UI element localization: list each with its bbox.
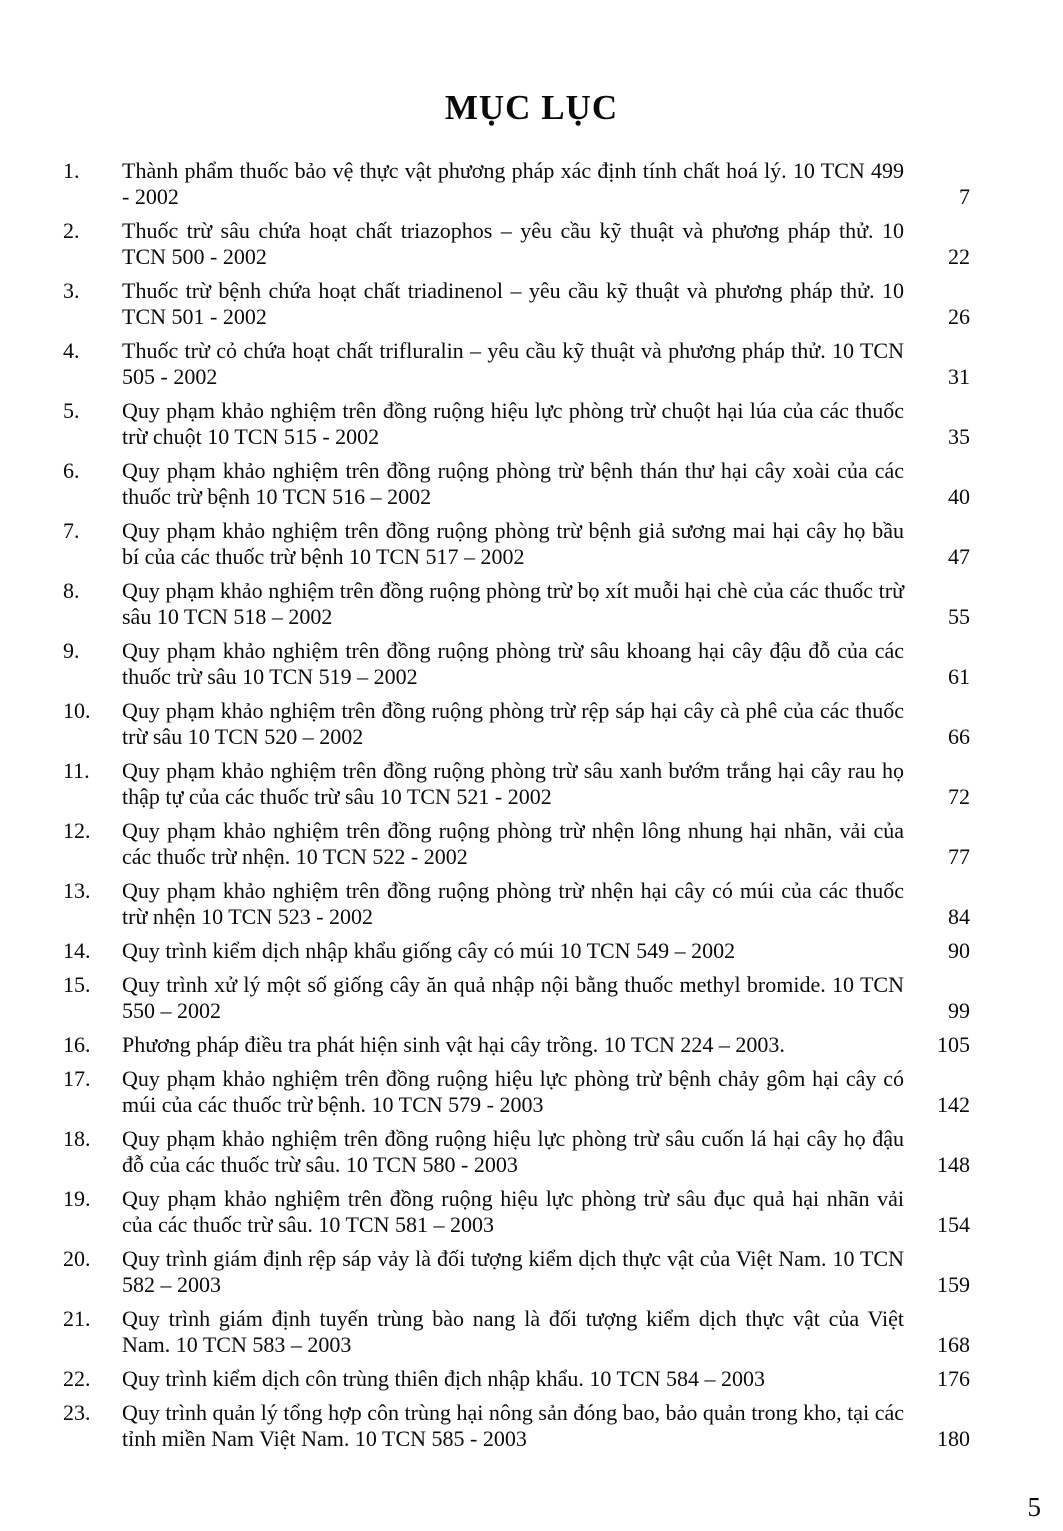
entry-title: Quy trình giám định rệp sáp vảy là đối tượng kiểm dịch thực vật của Việt Nam. 10 TCN 582 – 2003	[122, 1246, 904, 1297]
entry-title: Quy trình xử lý một số giống cây ăn quả nhập nội bằng thuốc methyl bromide. 10 TCN 550 – 2002	[122, 972, 904, 1023]
toc-entry	[63, 218, 970, 270]
toc-entry	[63, 278, 970, 330]
entry-title: Quy phạm khảo nghiệm trên đồng ruộng hiệu lực phòng trừ sâu cuốn lá hại cây họ đậu đỗ của các thuốc trừ sâu. 10 TCN 580 - 2003	[122, 1126, 904, 1177]
entry-title: Thành phẩm thuốc bảo vệ thực vật phương pháp xác định tính chất hoá lý. 10 TCN 499 - 2002	[122, 158, 904, 209]
entry-number: 10.	[63, 698, 91, 723]
folio-page-number: 5	[1027, 1492, 1041, 1522]
toc-entry	[63, 458, 970, 510]
entry-title: Phương pháp điều tra phát hiện sinh vật hại cây trồng. 10 TCN 224 – 2003.	[122, 1032, 785, 1057]
toc-entry	[63, 518, 970, 570]
entry-page-number: 22	[948, 244, 970, 269]
entry-page-number: 159	[937, 1272, 970, 1297]
entry-page-number: 31	[948, 364, 970, 389]
toc-entry	[63, 878, 970, 930]
entry-number: 8.	[63, 578, 80, 603]
toc-entry	[63, 1400, 970, 1452]
entry-number: 6.	[63, 458, 80, 483]
toc-entry	[63, 972, 970, 1024]
entry-page-number: 142	[937, 1092, 970, 1117]
entry-page-number: 7	[959, 184, 970, 209]
entry-title: Quy phạm khảo nghiệm trên đồng ruộng phòng trừ bệnh thán thư hại cây xoài của các thuốc trừ bệnh 10 TCN 516 – 2002	[122, 458, 904, 509]
toc-entry	[63, 1066, 970, 1118]
entry-number: 3.	[63, 278, 80, 303]
entry-number: 21.	[63, 1306, 91, 1331]
page-title: MỤC LỤC	[444, 88, 619, 127]
entry-title: Quy trình kiểm dịch côn trùng thiên địch nhập khẩu. 10 TCN 584 – 2003	[122, 1366, 766, 1391]
entry-page-number: 105	[937, 1032, 970, 1057]
toc-entry	[63, 578, 970, 630]
entry-title: Thuốc trừ sâu chứa hoạt chất triazophos – yêu cầu kỹ thuật và phương pháp thử. 10 TCN 500 - 2002	[122, 218, 904, 269]
entry-number: 15.	[63, 972, 91, 997]
entry-number: 12.	[63, 818, 91, 843]
entry-title: Quy trình quản lý tổng hợp côn trùng hại nông sản đóng bao, bảo quản trong kho, tại các tỉnh miền Nam Việt Nam. 10 TCN 585 - 2003	[122, 1400, 904, 1451]
entry-title: Quy phạm khảo nghiệm trên đồng ruộng phòng trừ sâu xanh bướm trắng hại cây rau họ thập tự của các thuốc trừ sâu 10 TCN 521 - 2002	[122, 758, 904, 809]
toc-entry	[63, 1032, 970, 1058]
entry-title: Thuốc trừ cỏ chứa hoạt chất trifluralin – yêu cầu kỹ thuật và phương pháp thử. 10 TCN 505 - 2002	[122, 338, 904, 389]
entry-title: Quy phạm khảo nghiệm trên đồng ruộng hiệu lực phòng trừ bệnh chảy gôm hại cây có múi của các thuốc trừ bệnh. 10 TCN 579 - 2003	[122, 1066, 904, 1117]
toc-entry	[63, 338, 970, 390]
toc-entry	[63, 1306, 970, 1358]
entry-number: 17.	[63, 1066, 91, 1091]
entry-page-number: 154	[937, 1212, 970, 1237]
entry-page-number: 99	[948, 998, 970, 1023]
entry-title: Quy phạm khảo nghiệm trên đồng ruộng phòng trừ bọ xít muỗi hại chè của các thuốc trừ sâu 10 TCN 518 – 2002	[122, 578, 904, 629]
entry-page-number: 180	[937, 1426, 970, 1451]
entry-number: 1.	[63, 158, 80, 183]
entry-number: 23.	[63, 1400, 91, 1425]
entry-number: 16.	[63, 1032, 91, 1057]
entry-page-number: 66	[948, 724, 970, 749]
entry-number: 9.	[63, 638, 80, 663]
entry-title: Quy phạm khảo nghiệm trên đồng ruộng phòng trừ nhện lông nhung hại nhãn, vải của các thuốc trừ nhện. 10 TCN 522 - 2002	[122, 818, 904, 869]
entry-page-number: 77	[948, 844, 970, 869]
entry-page-number: 148	[937, 1152, 970, 1177]
entry-number: 13.	[63, 878, 91, 903]
entry-page-number: 47	[948, 544, 970, 569]
toc-entry	[63, 1246, 970, 1298]
entry-title: Quy phạm khảo nghiệm trên đồng ruộng hiệu lực phòng trừ chuột hại lúa của các thuốc trừ chuột 10 TCN 515 - 2002	[122, 398, 904, 449]
entry-title: Quy phạm khảo nghiệm trên đồng ruộng phòng trừ rệp sáp hại cây cà phê của các thuốc trừ sâu 10 TCN 520 – 2002	[122, 698, 904, 749]
entry-number: 20.	[63, 1246, 91, 1271]
entry-page-number: 176	[937, 1366, 970, 1391]
entry-title: Quy trình kiểm dịch nhập khẩu giống cây có múi 10 TCN 549 – 2002	[122, 938, 736, 963]
entry-title: Quy phạm khảo nghiệm trên đồng ruộng hiệu lực phòng trừ sâu đục quả hại nhãn vải của các thuốc trừ sâu. 10 TCN 581 – 2003	[122, 1186, 904, 1237]
entry-page-number: 90	[948, 938, 970, 963]
entry-number: 18.	[63, 1126, 91, 1151]
entry-page-number: 55	[948, 604, 970, 629]
entry-number: 22.	[63, 1366, 91, 1391]
toc-entry	[63, 938, 970, 964]
toc-entry	[63, 1186, 970, 1238]
entry-title: Quy phạm khảo nghiệm trên đồng ruộng phòng trừ bệnh giả sương mai hại cây họ bầu bí của các thuốc trừ bệnh 10 TCN 517 – 2002	[122, 518, 904, 569]
entry-number: 11.	[63, 758, 90, 783]
toc-list	[63, 158, 970, 1460]
entry-page-number: 61	[948, 664, 970, 689]
toc-entry	[63, 398, 970, 450]
entry-number: 4.	[63, 338, 80, 363]
entry-number: 7.	[63, 518, 80, 543]
entry-page-number: 26	[948, 304, 970, 329]
entry-page-number: 168	[937, 1332, 970, 1357]
entry-page-number: 40	[948, 484, 970, 509]
toc-entry	[63, 818, 970, 870]
entry-title: Quy phạm khảo nghiệm trên đồng ruộng phòng trừ nhện hại cây có múi của các thuốc trừ nhện 10 TCN 523 - 2002	[122, 878, 904, 929]
entry-number: 2.	[63, 218, 80, 243]
entry-title: Quy phạm khảo nghiệm trên đồng ruộng phòng trừ sâu khoang hại cây đậu đỗ của các thuốc trừ sâu 10 TCN 519 – 2002	[122, 638, 904, 689]
entry-title: Quy trình giám định tuyến trùng bào nang là đối tượng kiểm dịch thực vật của Việt Nam. 10 TCN 583 – 2003	[122, 1306, 904, 1357]
entry-page-number: 84	[948, 904, 970, 929]
entry-number: 5.	[63, 398, 80, 423]
toc-entry	[63, 158, 970, 210]
toc-entry	[63, 1126, 970, 1178]
entry-title: Thuốc trừ bệnh chứa hoạt chất triadinenol – yêu cầu kỹ thuật và phương pháp thử. 10 TCN 501 - 2002	[122, 278, 904, 329]
entry-page-number: 72	[948, 784, 970, 809]
toc-entry	[63, 638, 970, 690]
toc-entry	[63, 698, 970, 750]
toc-entry	[63, 1366, 970, 1392]
entry-number: 19.	[63, 1186, 91, 1211]
entry-page-number: 35	[948, 424, 970, 449]
entry-number: 14.	[63, 938, 91, 963]
toc-entry	[63, 758, 970, 810]
